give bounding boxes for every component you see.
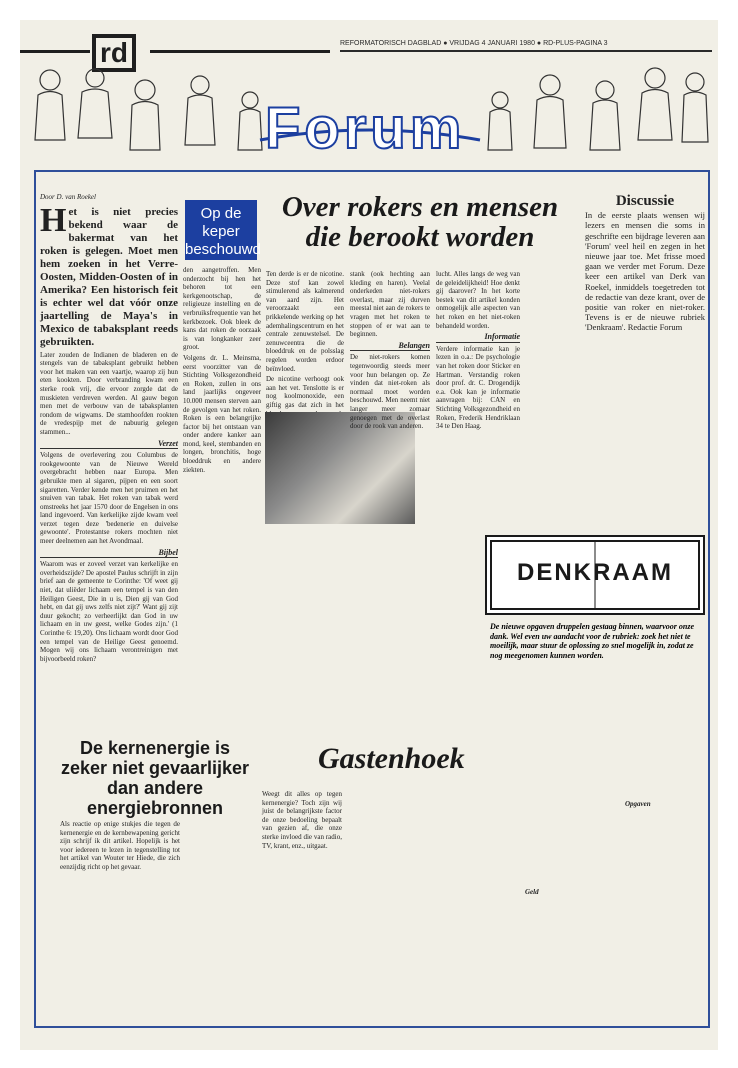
denkraam-title: DENKRAAM [517,559,673,586]
main-headline [265,192,575,252]
gastenhoek-title: Gastenhoek [318,742,465,775]
keper-label: keper [202,223,240,240]
discussie-title: Discussie [615,193,675,209]
article-paragraph: den aangetroffen. Men onderzocht bij hen het behoren tot een kerkgenootschap, de religieuze instelling en de verbruiksfrequentie van het kerkbezoek. Ook bleek de kans dat roken de oorzaak is van longkanker zeer groot. [183,266,261,352]
column-5 [436,270,520,528]
opgaven-subhead: Opgaven [625,800,651,808]
article-paragraph: stank (ook hechting aan kleding en haren). Veelal onderkeden niet-rokers overlast, maar zij durven meestal niet aan de rokers te vragen met het roken te stoppen of er wat aan te beginnen. [350,270,430,339]
gastenhoek-column [262,790,342,1020]
column-3 [266,270,344,408]
column-4 [350,270,430,431]
article-paragraph: lucht. Alles langs de weg van de geleidelijkheid! Hoe denkt gij daarover? In het korte bestek van dit artikel konden onmogelijk alle aspecten van het roken en het niet-roken behandeld worden. [436,270,520,330]
article-paragraph: Ten derde is er de nicotine. Deze stof kan zowel stimulerend als kalmerend van aard zijn. Het veroorzaakt een prikkelende werking op het ademhalingscentrum en het centrale zenuwstelsel. De zenuwceentra die de bloeddruk en de polsslag regelen worden erdoor beïnvloed. [266,270,344,373]
byline: Door D. van Roekel [40,193,96,201]
subhead-informatie: Informatie [436,333,520,343]
subhead-bijbel: Bijbel [40,549,178,559]
page-header-info: REFORMATORISCH DAGBLAD ● VRIJDAG 4 JANUARI 1980 ● RD-PLUS-PAGINA 3 [340,40,608,47]
headline-line-1: Over rokers en mensen [281,191,559,223]
column-1 [40,193,178,730]
article-paragraph: De nicotine verhoogt ook aan het vet. Tenslotte is er nog koolmonoxide, een giftig gas dat zich in het [266,375,344,409]
beschouwd-label: beschouwd [185,241,261,258]
op-de-label: Op de [200,205,242,222]
article-paragraph: Later zouden de Indianen de bladeren en de stengels van de tabaksplant gebruikt hebben voor het maken van een vaartje, waarop zij hun eten kookten. Door verbranding kwam een sterke rook vrij, die ervoor zorgde dat de muskieten verdreven werden. Al gauw begon men met de verbouw van de tabaksplanten rondom de wigwams. De stamhoofden rookten de vredespijp met de nabuurig gelegen stammen... [40,350,178,436]
denkraam-intro: De nieuwe opgaven druppelen gestaag binnen, waarvoor onze dank. Wel even uw aandacht voor de rubriek: zoek het niet te moeilijk, maar stuur de oplossing zo snel mogelijk in, zodat ze nog meegenomen kunnen worden. [490,622,695,660]
kernenergie-headline: De kernenergie is zeker niet gevaarlijker dan andere energiebronnen [60,738,250,818]
article-paragraph: Verdere informatie kan je lezen in o.a.: De psychologie van het roken door Sticker en Hartman. Verstandig roken door prof. dr. C. Drogendijk e.a. Ook kan je informatie aanvragen bij: CAN en Stichting Volksgezondheid en Roken, Frederik Hendriklaan 34 te Den Haag. [436,344,520,431]
article-paragraph: De niet-rokers komen tegenwoordig steeds meer voor hun belangen op. Ze vinden dat niet-roken als normaal moet worden beschouwd. Men neemt niet langer meer zomaar genoegen met de overlast door de rook van anderen. [350,353,430,431]
article-paragraph: Weegt dit alles op tegen kernenergie? Toch zijn wij juist de belangrijkste factor de onze bedoeling bepaalt van gezien af, die onze sterke invloed die van radio, TV, krant, enz., uitgaat. [262,790,342,850]
article-paragraph: Volgens dr. L. Meinsma, eerst voorzitter van de Stichting Volksgezondheid en Roken, zullen in ons land jaarlijks ongeveer 10.000 mensen sterven aan de gevolgen van het roken. Roken is een belangrijke factor bij het ontstaan van onder andere kanker aan mond, keel, stembanden en longen, bronchitis, hoge bloeddruk en andere ziekten. [183,353,261,474]
discussie-column [585,193,705,531]
denkraam-box [485,535,705,615]
article-paragraph: Volgens de overlevering zou Columbus de rookgewoonte van de Nieuwe Wereld overgebracht hebben naar Europa. Men gebruikte men al sigaren, pijpen en een soort sigaretten. Verder kende men het pruimen en het snuiven van tabak. Het roken van tabak werd omstreeks het jaar 1570 door de Engelsen in ons land ingevoerd. Van kerkelijke zijde kwam veel verzet tegen deze 'bedenerie en duivelse gewoonte'. Protestantse rokers mochten niet meer deelnemen aan het Avondmaal. [40,451,178,546]
top-rule-mid [150,50,330,53]
subhead-belangen: Belangen [350,342,430,352]
discussie-text: In de eerste plaats wensen wij lezers en mensen die soms in geschrifte een bijdrage leveren aan 'Forum' veel heil en zegen in het nieuwe jaar toe. Met frisse moed gaan we verder met Forum. Deze keer een artikel van Derk van Roekel, inmiddels toegetreden tot de redactie van deze krant, over de positie van roker en niet-roker. Tevens is er de nieuwe rubriek 'Denkraam'. Redactie Forum [585,210,705,333]
kernenergie-column [60,820,180,1020]
drop-cap: H [40,201,67,239]
geld-subhead: Geld [525,888,539,896]
rd-logo: rd [92,34,136,72]
op-de-keper-box [185,200,261,260]
article-paragraph: Als reactie op enige stukjes die tegen de kernenergie en de kernbewapening gericht zijn schrijf ik dit artikel. Hopelijk is het voor iedereen te lezen in tegenstelling tot het artikel van Wouter ter Hiede, die zich eenzijdig richt op het gevaar. [60,820,180,871]
column-2 [183,266,261,732]
intro-text: et is niet precies bekend waar de bakermat van het roken is gelegen. Moet men hem zoeken in het Verre-Oosten, Midden-Oosten of in Amerika? Een historisch feit is echter wel dat vóór onze jaartelling de Maya's in Mexico de tabaksplant reeds gebruikten. [40,205,178,348]
header-rule [340,50,712,52]
top-rule-left [20,50,90,53]
headline-line-2: die berookt worden [305,221,535,253]
subhead-verzet: Verzet [40,440,178,450]
forum-title: Forum [265,96,466,161]
article-paragraph: Waarom was er zoveel verzet van kerkelijke en overheidszijde? De apostel Paulus schrijft in zijn brief aan de gemeente te Corinthe: 'Of weet gij niet, dat uliëder lichaam een tempel is van den Heiligen Geest, Die in u is, Dien gij van God hebt, en dat gij uws zelfs niet zijt?' Want gij zijt duur gekocht; zo verheerlijkt dan God in uw lichaam en in uw geest, welke Godes zijn.' (1 Corinthe 6: 19,20). Ons lichaam wordt door God een tempel van de Heilige Geest genoemd. Mogen wij ons lichaam verontreinigen met bijvoorbeeld roken? [40,560,178,663]
